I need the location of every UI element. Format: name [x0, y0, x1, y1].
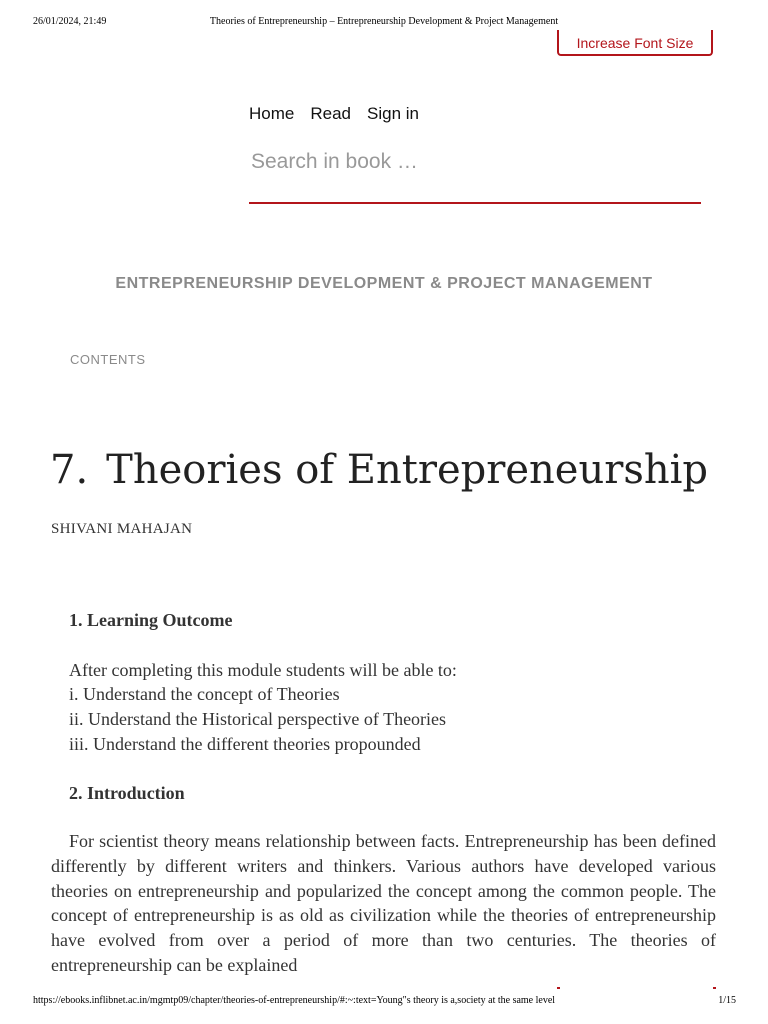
learning-outcome-heading: 1. Learning Outcome	[69, 610, 233, 630]
search-input[interactable]	[249, 146, 703, 174]
outcome-intro: After completing this module students will be able to:	[69, 659, 457, 680]
chapter-content	[51, 608, 716, 975]
print-datetime: 26/01/2024, 21:49	[33, 16, 107, 27]
chapter-author: SHIVANI MAHAJAN	[51, 521, 193, 537]
outcome-item: iii. Understand the different theories propounded	[69, 733, 421, 754]
book-title-link[interactable]: ENTREPRENEURSHIP DEVELOPMENT & PROJECT MANAGEMENT	[115, 275, 653, 292]
introduction-heading: 2. Introduction	[69, 782, 185, 803]
chapter-title	[50, 447, 708, 493]
increase-font-size-button[interactable]: Increase Font Size	[557, 30, 713, 56]
nav-read-link[interactable]: Read	[310, 104, 351, 123]
chapter-title-text: Theories of Entrepreneurship	[106, 447, 709, 493]
red-mark-decoration	[557, 987, 560, 989]
print-page-number: 1/15	[718, 995, 736, 1006]
search-box	[249, 146, 701, 204]
print-page-title: Theories of Entrepreneurship – Entrepreneurship Development & Project Management	[209, 16, 559, 27]
outcome-item: ii. Understand the Historical perspective of Theories	[69, 709, 447, 730]
chapter-number: 7.	[50, 447, 89, 493]
learning-outcome-list	[69, 658, 716, 757]
red-mark-decoration	[713, 987, 716, 989]
top-nav	[249, 104, 419, 124]
nav-home-link[interactable]: Home	[249, 104, 295, 123]
nav-sign-in-link[interactable]: Sign in	[367, 104, 419, 123]
contents-toggle[interactable]: CONTENTS	[70, 352, 146, 367]
print-url: https://ebooks.inflibnet.ac.in/mgmtp09/chapter/theories-of-entrepreneurship/#:~:text=Young"s theory is a,society at the same level	[33, 995, 556, 1006]
outcome-item: i. Understand the concept of Theories	[69, 684, 340, 705]
introduction-paragraph: For scientist theory means relationship between facts. Entrepreneurship has been defined differently by different writers and thinkers. Various authors have developed various theories on entrepreneurship and popularized the concept among the common people. The concept of entrepreneurship is as old as civilization while the theories of entrepreneurship have evolved from over a period of more than two centuries. The theories of entrepreneurship can be explained	[51, 831, 716, 975]
